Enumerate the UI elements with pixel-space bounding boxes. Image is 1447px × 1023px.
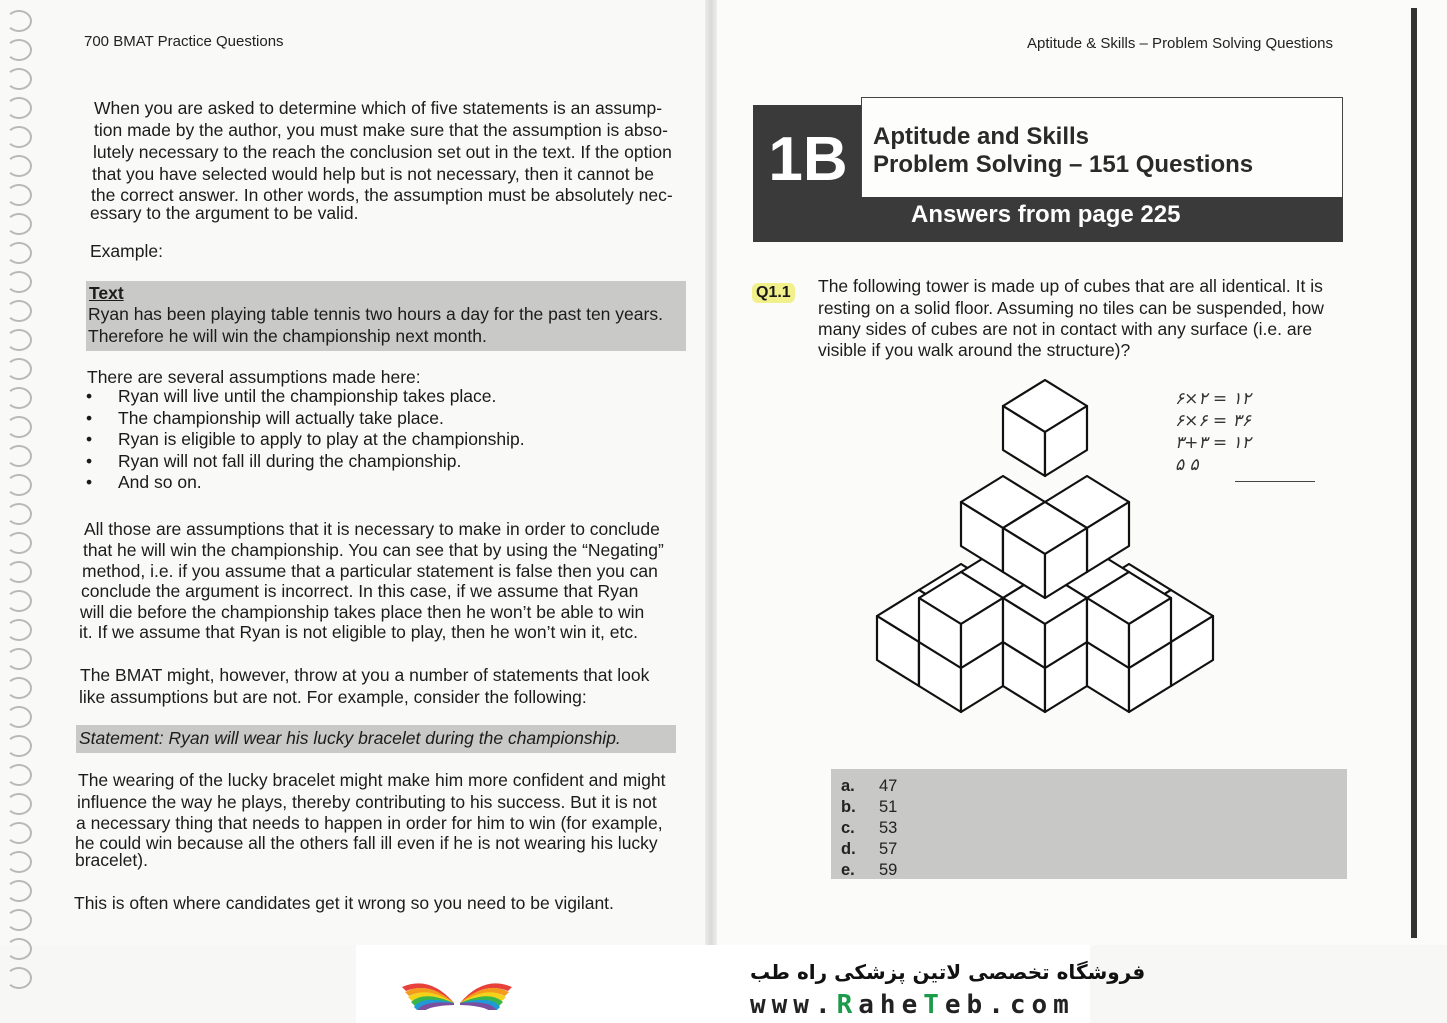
option-c bbox=[841, 819, 898, 838]
option-value: 59 bbox=[879, 861, 898, 879]
url-part: R bbox=[836, 990, 859, 1020]
question-line: many sides of cubes are not in contact with any surface (i.e. are bbox=[818, 319, 1313, 339]
negating-line: will die before the championship takes place then he won’t be able to win bbox=[80, 602, 645, 622]
intro-line: tion made by the author, you must make sure that the assumption is abso- bbox=[94, 120, 668, 140]
spiral-ring bbox=[6, 532, 32, 554]
spiral-ring bbox=[6, 880, 32, 902]
list-item: • And so on. bbox=[86, 472, 525, 494]
intro-line: essary to the argument to be valid. bbox=[90, 203, 359, 223]
question-line: resting on a solid floor. Assuming no tiles can be suspended, how bbox=[818, 298, 1324, 318]
spiral-ring bbox=[6, 242, 32, 264]
spiral-ring bbox=[6, 445, 32, 467]
option-e bbox=[841, 861, 898, 880]
spiral-binding bbox=[6, 10, 36, 1000]
note-line: ۶×۲ = ۱۲ bbox=[1175, 389, 1251, 409]
text-box-line: Therefore he will win the championship next month. bbox=[88, 326, 487, 346]
url-part: ahe bbox=[858, 990, 924, 1020]
bracelet-line: he could win because all the others fall ill even if he is not wearing his lucky bbox=[75, 833, 658, 853]
note-underline bbox=[1235, 481, 1315, 482]
option-letter: d. bbox=[841, 840, 856, 858]
question-line: visible if you walk around the structure)? bbox=[818, 340, 1131, 360]
bmat-line: like assumptions but are not. For example, consider the following: bbox=[79, 687, 587, 707]
spiral-ring bbox=[6, 677, 32, 699]
question-label: Q1.1 bbox=[752, 283, 795, 303]
option-b bbox=[841, 798, 898, 817]
option-letter: b. bbox=[841, 798, 856, 816]
spiral-ring bbox=[6, 358, 32, 380]
statement-box bbox=[76, 725, 676, 753]
spiral-ring bbox=[6, 213, 32, 235]
note-line: ۳+۳ = ۱۲ bbox=[1175, 433, 1251, 453]
spiral-ring bbox=[6, 271, 32, 293]
spiral-ring bbox=[6, 416, 32, 438]
site-url bbox=[750, 990, 1075, 1020]
spiral-ring bbox=[6, 10, 32, 32]
book-gutter bbox=[705, 0, 717, 945]
answer-options bbox=[831, 769, 1347, 879]
url-part: www. bbox=[750, 990, 837, 1020]
spiral-ring bbox=[6, 97, 32, 119]
bracelet-line: bracelet). bbox=[75, 850, 148, 870]
text-box bbox=[86, 281, 686, 351]
negating-line: All those are assumptions that it is necessary to make in order to conclude bbox=[84, 519, 660, 539]
answers-reference: Answers from page 225 bbox=[911, 201, 1181, 228]
store-name: فروشگاه تخصصی لاتین پزشکی راه طب bbox=[750, 960, 1146, 984]
intro-line: that you have selected would help but is not necessary, then it cannot be bbox=[92, 164, 654, 184]
spiral-ring bbox=[6, 619, 32, 641]
cube-tower-figure bbox=[870, 375, 1220, 745]
question-line: The following tower is made up of cubes that are all identical. It is bbox=[818, 276, 1323, 296]
list-item: • Ryan is eligible to apply to play at the championship. bbox=[86, 429, 525, 451]
option-value: 51 bbox=[879, 798, 898, 816]
intro-line: When you are asked to determine which of five statements is an assump- bbox=[94, 98, 663, 118]
closing-line: This is often where candidates get it wrong so you need to be vigilant. bbox=[74, 893, 614, 913]
negating-line: it. If we assume that Ryan is not eligible to play, then he won’t win it, etc. bbox=[79, 622, 638, 642]
bracelet-line: influence the way he plays, thereby contributing to his success. But it is not bbox=[77, 792, 657, 812]
option-value: 53 bbox=[879, 819, 898, 837]
option-value: 47 bbox=[879, 777, 898, 795]
handwritten-notes bbox=[1175, 388, 1251, 476]
spiral-ring bbox=[6, 387, 32, 409]
running-head-right: Aptitude & Skills – Problem Solving Questions bbox=[1027, 35, 1333, 52]
text-box-heading: Text bbox=[89, 283, 124, 303]
list-item: • Ryan will live until the championship takes place. bbox=[86, 386, 525, 408]
chapter-header bbox=[753, 97, 1343, 242]
spiral-ring bbox=[6, 474, 32, 496]
intro-line: the correct answer. In other words, the assumption must be absolutely nec- bbox=[91, 185, 673, 205]
bracelet-line: The wearing of the lucky bracelet might make him more confident and might bbox=[78, 770, 666, 790]
spiral-ring bbox=[6, 967, 32, 989]
example-label: Example: bbox=[90, 241, 163, 261]
running-head-left: 700 BMAT Practice Questions bbox=[84, 33, 284, 50]
open-book-logo-icon bbox=[396, 955, 518, 1010]
url-part: eb.com bbox=[944, 990, 1075, 1020]
option-letter: c. bbox=[841, 819, 855, 837]
spiral-ring bbox=[6, 561, 32, 583]
statement-text: Statement: Ryan will wear his lucky bracelet during the championship. bbox=[79, 728, 621, 748]
option-a bbox=[841, 777, 898, 796]
cube bbox=[1003, 380, 1087, 476]
url-part: T bbox=[923, 990, 945, 1020]
spiral-ring bbox=[6, 300, 32, 322]
text-box-line: Ryan has been playing table tennis two hours a day for the past ten years. bbox=[88, 304, 663, 324]
spiral-ring bbox=[6, 590, 32, 612]
spiral-ring bbox=[6, 706, 32, 728]
spiral-ring bbox=[6, 851, 32, 873]
list-item: • The championship will actually take place. bbox=[86, 408, 525, 430]
bracelet-line: a necessary thing that needs to happen in order for him to win (for example, bbox=[76, 813, 663, 833]
assumption-list bbox=[86, 386, 525, 494]
spiral-ring bbox=[6, 126, 32, 148]
negating-line: that he will win the championship. You can see that by using the “Negating” bbox=[83, 540, 664, 560]
spiral-ring bbox=[6, 735, 32, 757]
spiral-ring bbox=[6, 648, 32, 670]
spiral-ring bbox=[6, 39, 32, 61]
spiral-ring bbox=[6, 155, 32, 177]
note-line: ۶×۶ = ۳۶ bbox=[1175, 411, 1251, 431]
assumptions-intro: There are several assumptions made here: bbox=[87, 367, 421, 387]
chapter-title-line: Aptitude and Skills bbox=[873, 123, 1090, 150]
bmat-line: The BMAT might, however, throw at you a number of statements that look bbox=[80, 665, 650, 685]
option-letter: a. bbox=[841, 777, 855, 795]
spiral-ring bbox=[6, 329, 32, 351]
option-value: 57 bbox=[879, 840, 898, 858]
page-edge-shadow bbox=[1411, 8, 1417, 938]
spiral-ring bbox=[6, 68, 32, 90]
spiral-ring bbox=[6, 503, 32, 525]
negating-line: method, i.e. if you assume that a particular statement is false then you can bbox=[82, 561, 658, 581]
spiral-ring bbox=[6, 793, 32, 815]
spiral-ring bbox=[6, 184, 32, 206]
chapter-number: 1B bbox=[753, 105, 863, 240]
spiral-ring bbox=[6, 909, 32, 931]
intro-line: lutely necessary to the reach the conclusion set out in the text. If the option bbox=[93, 142, 672, 162]
spiral-ring bbox=[6, 938, 32, 960]
list-item: • Ryan will not fall ill during the championship. bbox=[86, 451, 525, 473]
note-line: ۵ ۵ bbox=[1175, 455, 1199, 475]
option-letter: e. bbox=[841, 861, 855, 879]
spiral-ring bbox=[6, 822, 32, 844]
spiral-ring bbox=[6, 764, 32, 786]
negating-line: conclude the argument is incorrect. In this case, if we assume that Ryan bbox=[81, 581, 639, 601]
chapter-title-line: Problem Solving – 151 Questions bbox=[873, 151, 1254, 178]
option-d bbox=[841, 840, 898, 859]
